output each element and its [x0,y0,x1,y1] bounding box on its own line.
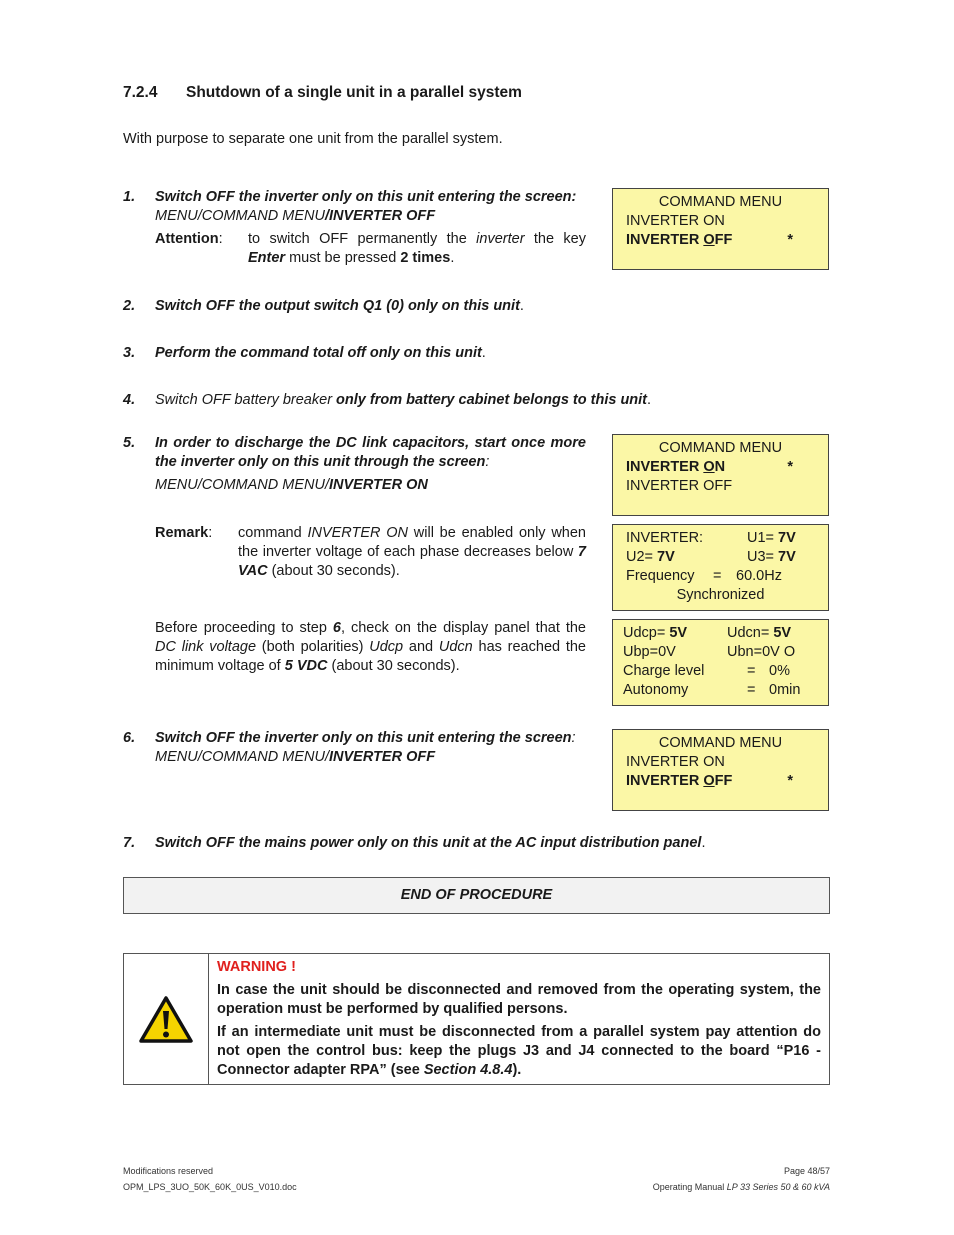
remark-text: command INVERTER ON will be enabled only when the inverter voltage of each phase decreases below 7 VAC (about 30 seconds). [238,525,586,579]
remark-label: Remark: [155,525,213,541]
warning-title: WARNING ! [217,959,296,975]
attention-label: Attention: [155,231,223,247]
selection-star-icon: * [787,773,793,789]
footer-manual-title: Operating Manual LP 33 Series 50 & 60 kVA [652,1182,830,1192]
dc-link-check-text: Before proceeding to step 6, check on the display panel that the DC link voltage (both polarities) Udcp and Udcn has reached the minimum voltage of 5 VDC (about 30 seconds). [155,620,587,674]
end-of-procedure-banner: END OF PROCEDURE [123,877,830,914]
warning-paragraph-2: If an intermediate unit must be disconnected from a parallel system pay attention do not open the control bus: keep the plugs J3 and J4 connected to the board “P16 - Connector adapter RPA” (see Section 4.8.4). [217,1024,821,1078]
lcd-inverter-voltages: INVERTER: U1= 7V U2= 7V U3= 7V Frequency = 60.0Hz Synchronized [612,524,829,611]
lcd-dc-link-battery: Udcp= 5V Udcn= 5V Ubp=0V Ubn=0V O Charge level = 0% Autonomy = 0min [612,619,829,706]
step-number: 1. [123,189,136,205]
lcd-selected-line: INVERTER OFF * [626,773,793,789]
lcd-selected-line: INVERTER ON * [626,459,793,475]
warning-box [123,953,830,1085]
warning-paragraph-1: In case the unit should be disconnected and removed from the operating system, the operation must be performed by qualified persons. [217,982,821,1017]
section-title: Shutdown of a single unit in a parallel system [186,84,522,101]
menu-path: MENU/COMMAND MENU/ [155,749,329,765]
menu-path: MENU/COMMAND MENU/INVERTER ON [155,477,428,493]
lcd-selected-line: INVERTER OFF * [626,232,793,248]
footer-document-name: OPM_LPS_3UO_50K_60K_0US_V010.doc [123,1182,297,1192]
step-text: Switch OFF the inverter only on this unit entering the screen: MENU/COMMAND MENU/INVERTER OFF [155,189,577,224]
footer-modifications: Modifications reserved [123,1166,214,1176]
warning-text [217,958,821,1080]
attention-text: to switch OFF permanently the inverter the key Enter must be pressed 2 times. [248,231,586,266]
selection-star-icon: * [787,232,793,248]
warning-triangle-icon [138,995,194,1045]
menu-path: MENU/COMMAND MENU [155,208,325,224]
lcd-command-menu-inverter-off-2: COMMAND MENU INVERTER ON INVERTER OFF * [612,729,829,811]
section-intro: With purpose to separate one unit from the parallel system. [123,131,503,147]
footer-page-number: Page 48/57 [783,1166,830,1176]
lcd-command-menu-inverter-off: COMMAND MENU INVERTER ON INVERTER OFF * [612,188,829,270]
warning-icon-cell [124,954,209,1084]
lcd-command-menu-inverter-on: COMMAND MENU INVERTER ON * INVERTER OFF [612,434,829,516]
section-number: 7.2.4 [123,84,158,101]
selection-star-icon: * [787,459,793,475]
section-heading [123,84,522,102]
